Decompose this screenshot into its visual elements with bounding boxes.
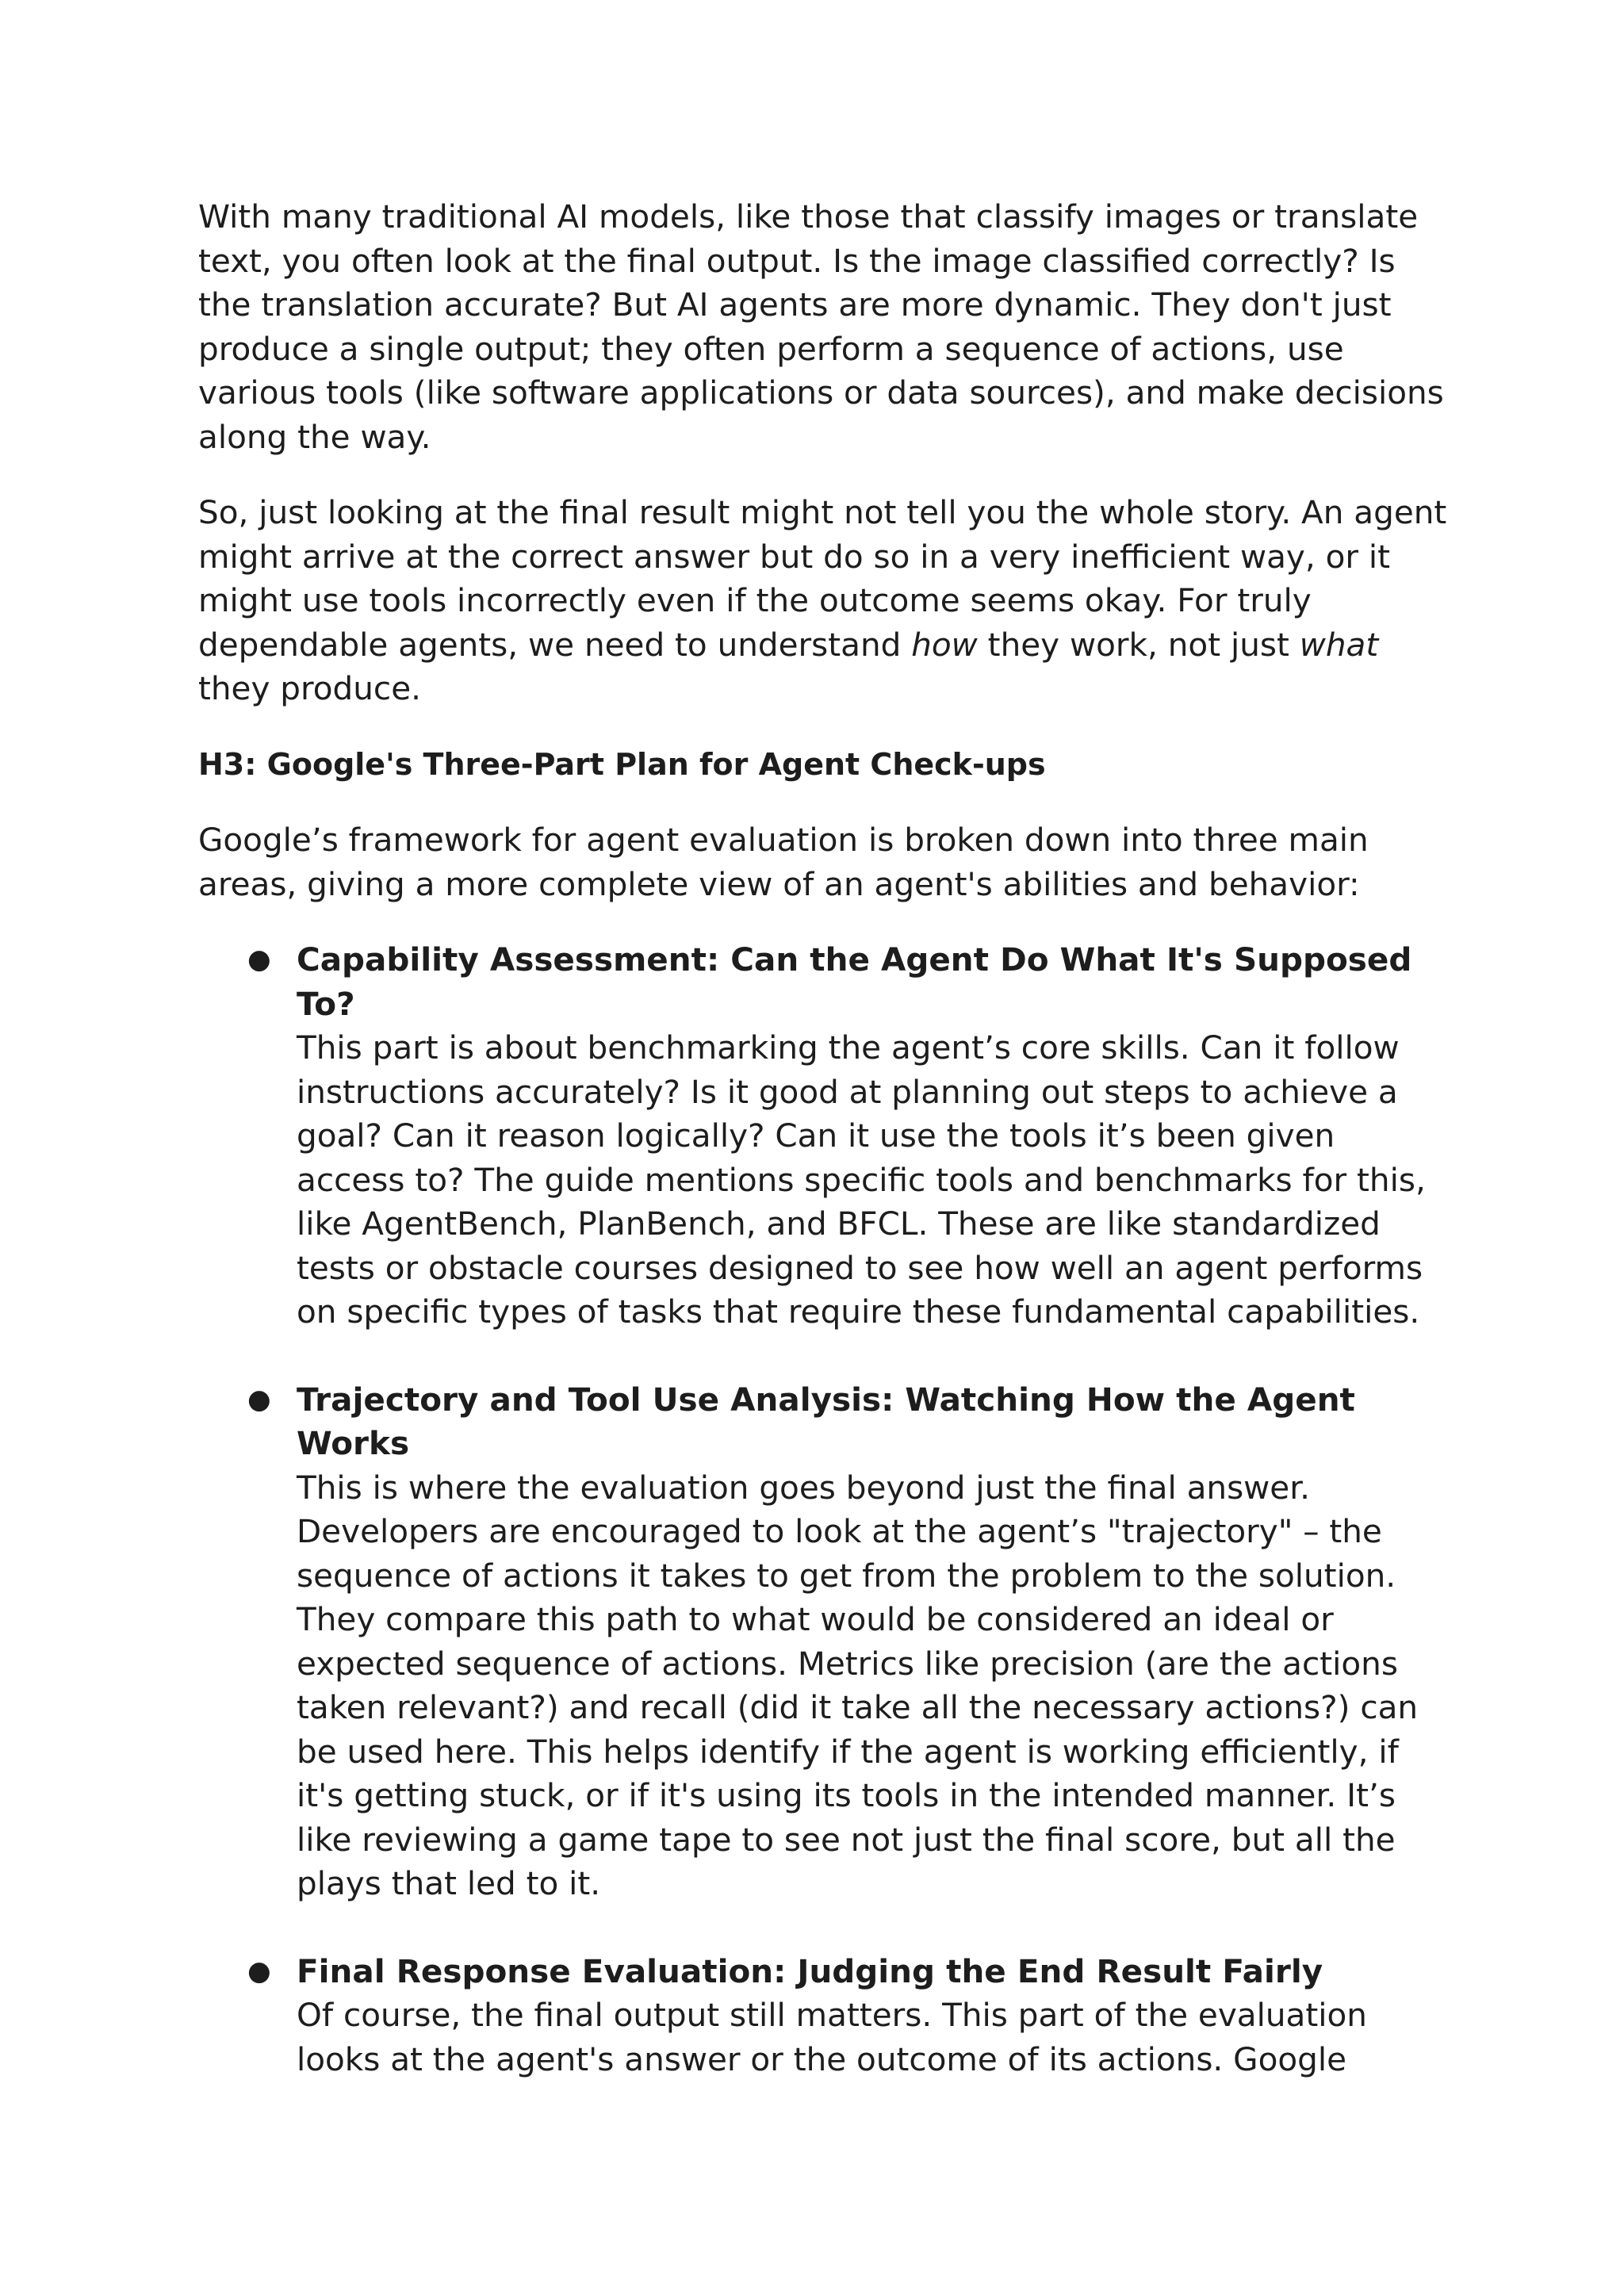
list-item-title: Trajectory and Tool Use Analysis: Watching How the Agent Works — [297, 1380, 1355, 1462]
paragraph-text: So, just looking at the final result might not tell you the whole story. An agent might arrive at the correct answer but do so in a very inefficient way, or it might use tools incorrectly even if the outcome seems okay. For truly dependable agents, we need to understand — [198, 493, 1447, 664]
bullet-icon: ● — [247, 1383, 271, 1415]
list-item-body: This part is about benchmarking the agent’s core skills. Can it follow instructions accurately? Is it good at planning out steps to achieve a goal? Can it reason logically? Can it use the tools it’s been given access to? The guide mentions specific tools and benchmarks for this, like AgentBench, PlanBench, and BFCL. These are like standardized tests or obstacle courses designed to see how well an agent performs on specific types of tasks that require these fundamental capabilities. — [297, 1028, 1426, 1331]
bullet-icon: ● — [247, 1955, 271, 1987]
paragraph-text: they work, not just — [977, 625, 1300, 664]
intro-paragraph: With many traditional AI models, like those that classify images or translate text, you often look at the final output. Is the image classified correctly? Is the translation accurate? But AI agents are more dynamic. They don't just produce a single output; they often perform a sequence of actions, use various tools (like software applications or data sources), and make decisions along the way. — [198, 197, 1444, 456]
emphasis-what: what — [1299, 625, 1379, 664]
emphasis-how: how — [911, 625, 978, 664]
list-item — [198, 1950, 1451, 2082]
trajectory-paragraph — [198, 491, 1451, 711]
list-item — [198, 938, 1451, 1335]
list-item-body: Of course, the final output still matters. This part of the evaluation looks at the agent's answer or the outcome of its actions. Google — [297, 1996, 1367, 2078]
section-heading: H3: Google's Three-Part Plan for Agent Check-ups — [198, 746, 1046, 782]
list-item-title: Final Response Evaluation: Judging the End Result Fairly — [297, 1951, 1323, 1990]
list-item-body: This is where the evaluation goes beyond just the final answer. Developers are encouraged to look at the agent’s "trajectory" – the sequence of actions it takes to get from the problem to the solution. They compare this path to what would be considered an ideal or expected sequence of actions. Metrics like precision (are the actions taken relevant?) and recall (did it take all the necessary actions?) can be used here. This helps identify if the agent is working efficiently, if it's getting stuck, or if it's using its tools in the intended manner. It’s like reviewing a game tape to see not just the final score, but all the plays that led to it. — [297, 1468, 1419, 1902]
document-page — [198, 195, 1451, 2125]
evaluation-areas-list — [198, 938, 1451, 2081]
bullet-icon: ● — [247, 944, 271, 975]
framework-paragraph: Google’s framework for agent evaluation is broken down into three main areas, giving a more complete view of an agent's abilities and behavior: — [198, 821, 1369, 903]
list-item — [198, 1378, 1451, 1906]
list-item-title: Capability Assessment: Can the Agent Do What It's Supposed To? — [297, 940, 1412, 1023]
paragraph-text: they produce. — [198, 669, 421, 707]
